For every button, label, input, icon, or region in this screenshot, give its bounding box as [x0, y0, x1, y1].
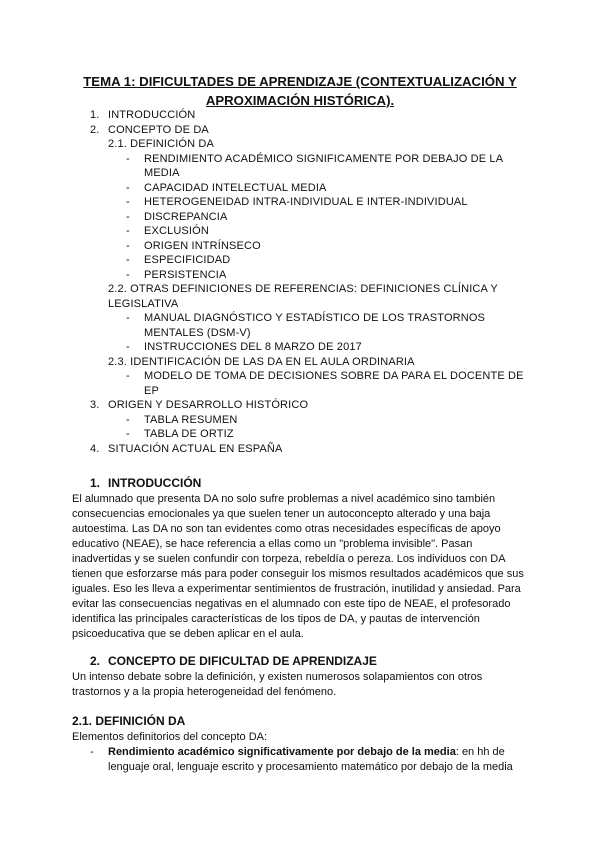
- subsection-heading-definicion: 2.1. DEFINICIÓN DA: [72, 714, 186, 728]
- dash-marker: -: [126, 210, 130, 223]
- dash-marker: -: [126, 254, 130, 266]
- table-of-contents: [0, 108, 600, 456]
- toc-bullet: [0, 427, 600, 442]
- dash-marker: -: [126, 152, 130, 165]
- dash-marker: -: [126, 181, 130, 194]
- section-number: 1.: [90, 476, 101, 490]
- bullet-bold-term: Rendimiento académico significativamente por debajo de la media: [108, 746, 456, 758]
- toc-number: 4.: [90, 442, 100, 455]
- definition-bullet: [72, 745, 532, 775]
- toc-item-2: [0, 123, 600, 138]
- dash-marker: -: [126, 225, 130, 237]
- dash-marker: -: [126, 341, 130, 353]
- toc-bullet-label: PERSISTENCIA: [144, 268, 227, 281]
- toc-bullet: [0, 181, 600, 196]
- toc-bullet-label: ESPECIFICIDAD: [144, 254, 231, 266]
- toc-bullet-label: MANUAL DIAGNÓSTICO Y ESTADÍSTICO DE LOS TRASTORNOS MENTALES (DSM-V): [144, 312, 486, 339]
- toc-bullet-label: HETEROGENEIDAD INTRA-INDIVIDUAL E INTER-INDIVIDUAL: [144, 196, 468, 208]
- toc-bullet: [0, 369, 600, 398]
- toc-item-4: [0, 442, 600, 457]
- dash-marker: -: [126, 196, 130, 208]
- bullet-text: : en hh de lenguaje oral, lenguaje escrito y procesamiento matemático por debajo de la media: [108, 746, 513, 773]
- toc-bullet: [0, 311, 600, 340]
- section-heading-text: INTRODUCCIÓN: [108, 476, 202, 490]
- dash-marker: -: [126, 428, 130, 440]
- toc-bullet-label: TABLA DE ORTIZ: [144, 428, 234, 440]
- toc-label: CONCEPTO DE DA: [108, 123, 209, 136]
- dash-marker: -: [126, 239, 130, 252]
- toc-bullet-label: MODELO DE TOMA DE DECISIONES SOBRE DA PARA EL DOCENTE DE EP: [144, 370, 524, 397]
- dash-marker: -: [126, 413, 130, 426]
- document-title: TEMA 1: DIFICULTADES DE APRENDIZAJE (CONTEXTUALIZACIÓN Y APROXIMACIÓN HISTÓRICA).: [83, 74, 517, 108]
- introduction-paragraph: El alumnado que presenta DA no solo sufre problemas a nivel académico sino también consecuencias emocionales ya que suelen tener un autoconcepto alterado y una baja autoestima. Las DA no son tan evidentes como otras necesidades específicas de apoyo educativo (NEAE), se hace referencia a ellas como un "problema invisible". Pasan inadvertidas y se suelen confundir con torpeza, rebeldía o pereza. Los individuos con DA tienen que esforzarse más para poder conseguir los mismos resultados académicos que sus iguales. Eso les lleva a experimentar sentimientos de frustración, inutilidad y ansiedad. Para evitar las consecuencias negativas en el alumnado con este tipo de NEAE, el profesorado identifica las principales características de los tipos de DA, y pautas de intervención psicoeducativa que se deben aplicar en el aula.: [72, 493, 524, 640]
- section-heading-text: CONCEPTO DE DIFICULTAD DE APRENDIZAJE: [108, 654, 377, 668]
- section-heading-introduccion: [90, 476, 201, 491]
- toc-item-3: [0, 398, 600, 413]
- dash-marker: -: [126, 268, 130, 281]
- toc-bullet: [0, 224, 600, 239]
- toc-bullet-label: EXCLUSIÓN: [144, 225, 209, 237]
- toc-label: ORIGEN Y DESARROLLO HISTÓRICO: [108, 399, 309, 411]
- toc-bullet: [0, 413, 600, 428]
- toc-bullet: [0, 195, 600, 210]
- toc-bullet: [0, 340, 600, 355]
- toc-bullet: [0, 239, 600, 254]
- toc-bullet-label: INSTRUCCIONES DEL 8 MARZO DE 2017: [144, 341, 362, 353]
- dash-marker: -: [90, 746, 94, 758]
- section-number: 2.: [90, 654, 101, 668]
- toc-number: 1.: [90, 109, 100, 121]
- section-heading-concepto: [90, 654, 377, 669]
- toc-item-1: [0, 108, 600, 123]
- dash-marker: -: [126, 312, 130, 324]
- toc-bullet: [0, 268, 600, 283]
- toc-bullet-label: CAPACIDAD INTELECTUAL MEDIA: [144, 181, 327, 194]
- toc-label: SITUACIÓN ACTUAL EN ESPAÑA: [108, 442, 283, 455]
- toc-label: INTRODUCCIÓN: [108, 109, 196, 121]
- dash-marker: -: [126, 370, 130, 382]
- toc-bullet: [0, 210, 600, 225]
- toc-number: 3.: [90, 399, 100, 411]
- toc-bullet-label: RENDIMIENTO ACADÉMICO SIGNIFICAMENTE POR DEBAJO DE LA MEDIA: [144, 152, 503, 179]
- toc-number: 2.: [90, 123, 100, 136]
- toc-subitem-2-2: 2.2. OTRAS DEFINICIONES DE REFERENCIAS: DEFINICIONES CLÍNICA Y LEGISLATIVA: [108, 283, 498, 310]
- toc-subitem-2-3: 2.3. IDENTIFICACIÓN DE LAS DA EN EL AULA ORDINARIA: [108, 355, 415, 368]
- toc-bullet: [0, 152, 600, 181]
- toc-bullet-label: DISCREPANCIA: [144, 210, 228, 223]
- toc-bullet-label: TABLA RESUMEN: [144, 413, 238, 426]
- toc-subitem-2-1: 2.1. DEFINICIÓN DA: [108, 138, 214, 150]
- concept-paragraph: Un intenso debate sobre la definición, y existen numerosos solapamientos con otros trastornos y a la propia heterogeneidad del fenómeno.: [72, 671, 483, 698]
- toc-bullet: [0, 253, 600, 268]
- toc-bullet-label: ORIGEN INTRÍNSECO: [144, 239, 261, 252]
- definition-intro: Elementos definitorios del concepto DA:: [72, 731, 268, 743]
